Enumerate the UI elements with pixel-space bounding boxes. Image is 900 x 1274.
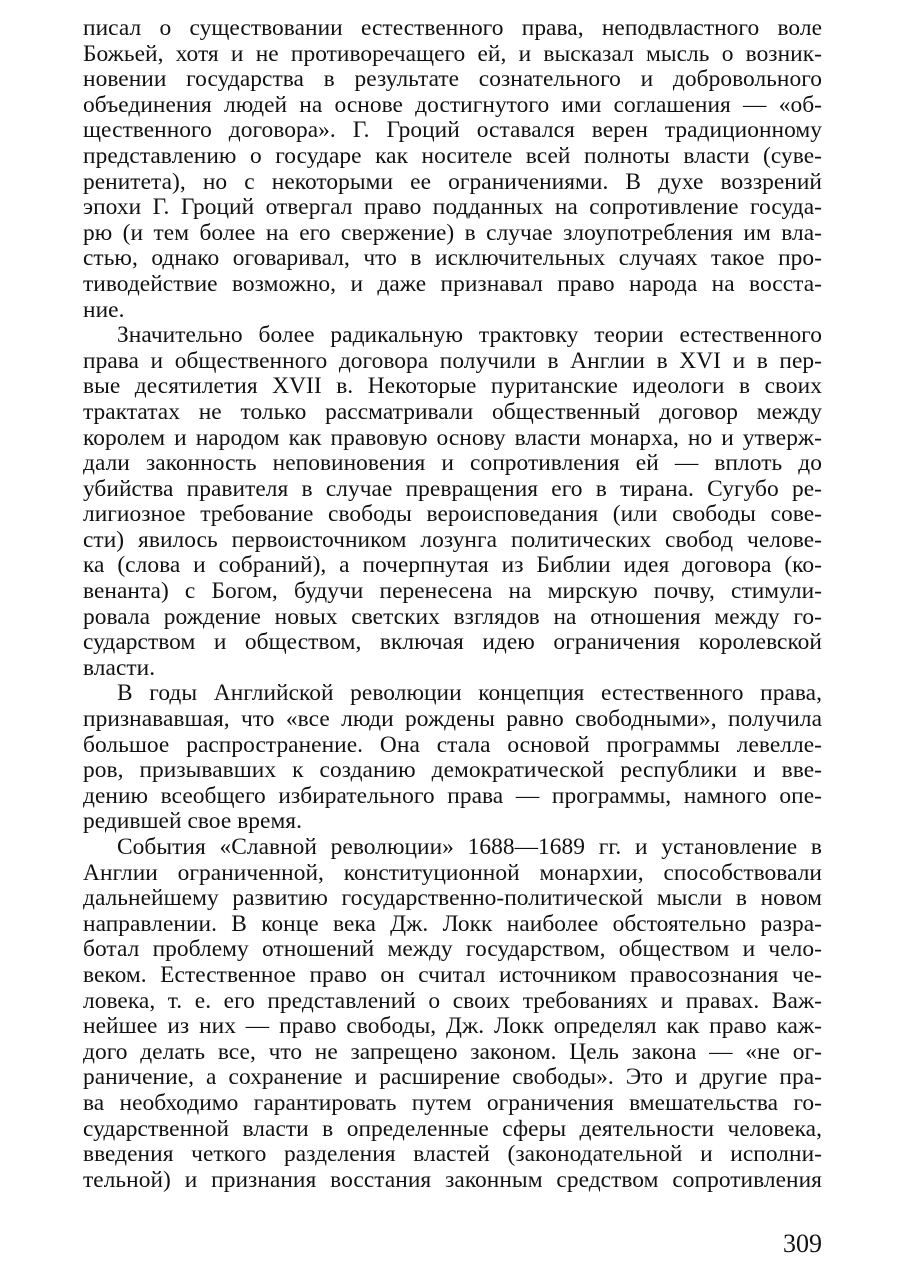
text-line: ва необходимо гарантировать путем ограничения вмешательства го-	[83, 1089, 822, 1116]
paragraph-grotius	[83, 16, 822, 323]
paragraph-revolution	[83, 681, 822, 835]
text-line: Значительно более радикальную трактовку теории естественного	[117, 322, 822, 349]
text-line: власти.	[83, 654, 156, 681]
text-line: ние.	[83, 296, 125, 323]
text-line: редившей свое время.	[83, 808, 302, 835]
text-line: права и общественного договора получили в Англии в XVI и в пер-	[83, 347, 822, 374]
text-line: Англии ограниченной, конституционной монархии, способствовали	[83, 859, 822, 886]
text-line: эпохи Г. Гроций отвергал право подданных на сопротивление госуда-	[83, 194, 822, 221]
text-line: ренитета), но с некоторыми ее ограничениями. В духе воззрений	[83, 168, 822, 195]
text-line: ровала рождение новых светских взглядов на отношения между го-	[83, 603, 822, 630]
text-line: убийства правителя в случае превращения его в тирана. Сугубо ре-	[83, 475, 822, 502]
text-line: большое распространение. Она стала основой программы левелле-	[83, 731, 822, 758]
paragraph-locke	[83, 835, 822, 1193]
text-line: стью, однако оговаривал, что в исключительных случаях такое про-	[83, 245, 822, 272]
text-line: ботал проблему отношений между государством, обществом и чело-	[83, 936, 822, 963]
text-line: сти) явилось первоисточником лозунга политических свобод челове-	[83, 526, 822, 553]
text-line: дого делать все, что не запрещено законом. Цель закона — «не ог-	[83, 1038, 822, 1065]
text-line: венанта) с Богом, будучи перенесена на мирскую почву, стимули-	[83, 578, 822, 605]
paragraph-england	[83, 323, 822, 681]
text-line: трактатах не только рассматривали общественный договор между	[83, 398, 822, 425]
text-line: рю (и тем более на его свержение) в случае злоупотребления им вла-	[83, 219, 822, 246]
text-line: раничение, а сохранение и расширение свободы». Это и другие пра-	[83, 1064, 822, 1091]
text-line: нейшее из них — право свободы, Дж. Локк определял как право каж-	[83, 1013, 822, 1040]
text-line: тиводействие возможно, и даже признавал право народа на восста-	[83, 270, 822, 297]
text-line: дению всеобщего избирательного права — программы, намного опе-	[83, 782, 822, 809]
text-line: сударственной власти в определенные сферы деятельности человека,	[83, 1115, 822, 1142]
text-line: дали законность неповиновения и сопротивления ей — вплоть до	[83, 450, 822, 477]
text-line: направлении. В конце века Дж. Локк наиболее обстоятельно разра-	[83, 910, 822, 937]
text-line: представлению о государе как носителе всей полноты власти (суве-	[83, 142, 822, 169]
text-line: тельной) и признания восстания законным средством сопротивления	[83, 1166, 822, 1193]
text-line: объединения людей на основе достигнутого ими соглашения — «об-	[83, 91, 822, 118]
text-line: веком. Естественное право он считал источником правосознания че-	[83, 961, 822, 988]
text-line: дальнейшему развитию государственно-политической мысли в новом	[83, 885, 822, 912]
text-line: В годы Английской революции концепция естественного права,	[117, 680, 822, 707]
text-line: ка (слова и собраний), а почерпнутая из Библии идея договора (ко-	[83, 552, 822, 579]
text-line: новении государства в результате сознательного и добровольного	[83, 66, 822, 93]
text-line: вые десятилетия XVII в. Некоторые пуританские идеологи в своих	[83, 373, 822, 400]
book-page	[83, 16, 822, 1193]
text-line: введения четкого разделения властей (законодательной и исполни-	[83, 1141, 822, 1168]
text-line: ловека, т. е. его представлений о своих требованиях и правах. Важ-	[83, 987, 822, 1014]
text-line: королем и народом как правовую основу власти монарха, но и утверж-	[83, 424, 822, 451]
page-number: 309	[783, 1229, 822, 1258]
text-line: сударством и обществом, включая идею ограничения королевской	[83, 629, 822, 656]
text-line: События «Славной революции» 1688—1689 гг. и установление в	[117, 834, 822, 860]
text-line: Божьей, хотя и не противоречащего ей, и высказал мысль о возник-	[83, 40, 822, 67]
text-line: щественного договора». Г. Гроций оставался верен традиционному	[83, 117, 822, 144]
text-line: ров, призывавших к созданию демократической республики и вве-	[83, 757, 822, 784]
text-line: лигиозное требование свободы вероисповедания (или свободы сове-	[83, 501, 822, 528]
text-line: писал о существовании естественного права, неподвластного воле	[83, 15, 822, 41]
text-line: признававшая, что «все люди рождены равно свободными», получила	[83, 706, 822, 733]
